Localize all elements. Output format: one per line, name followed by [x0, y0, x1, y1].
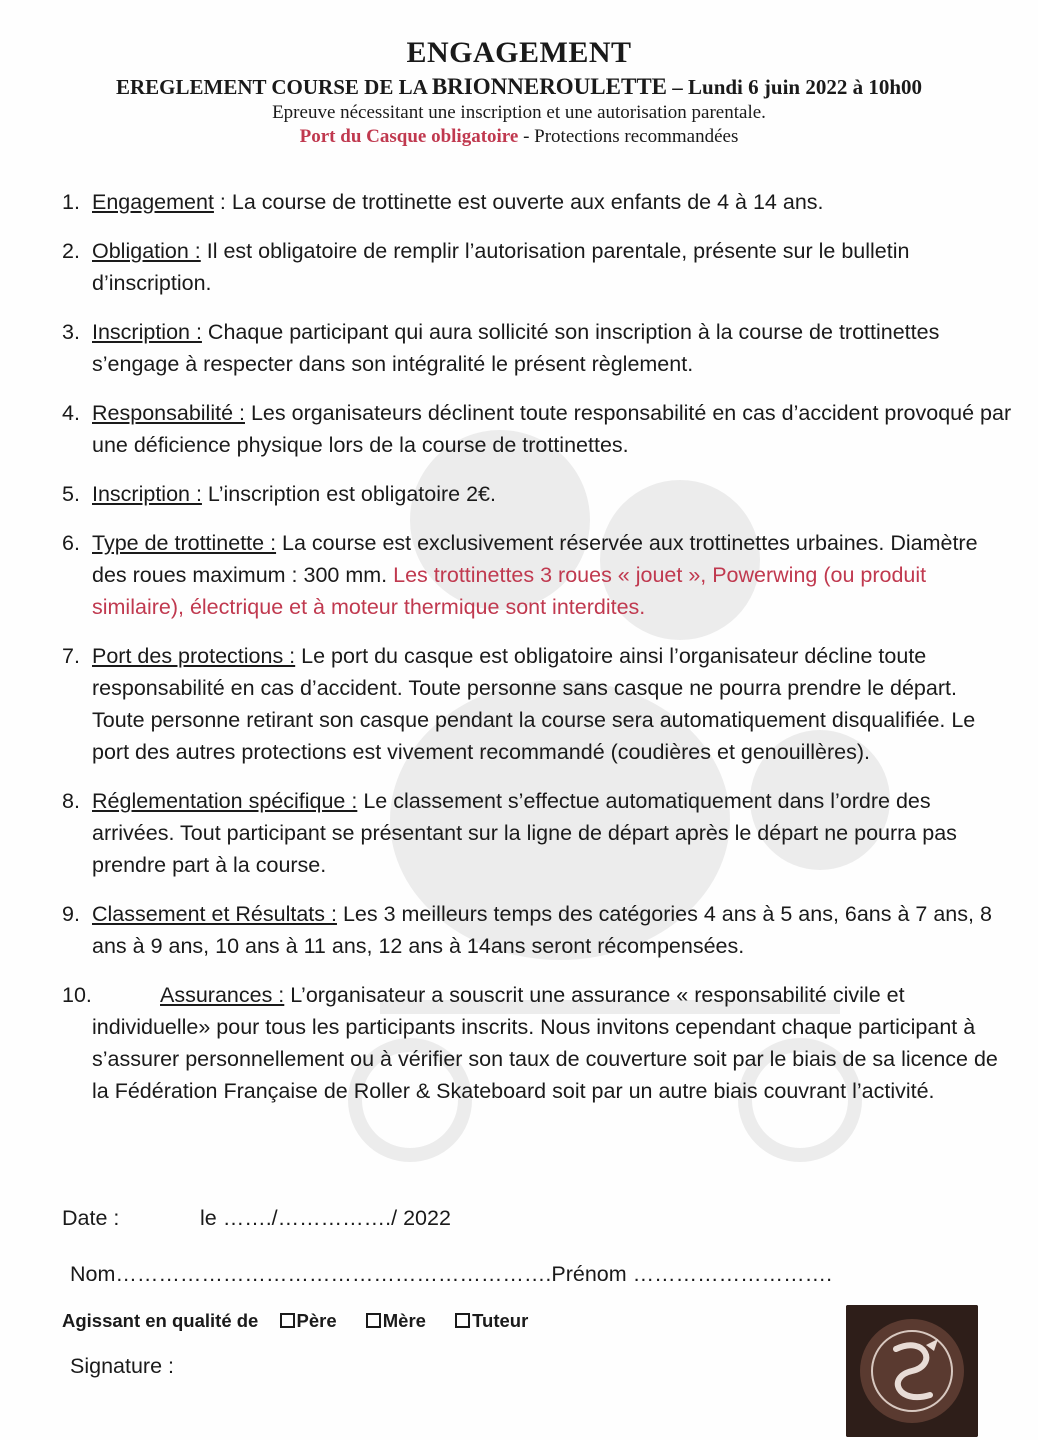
rule-separator: : — [213, 190, 232, 214]
subtitle-prefix: EREGLEMENT COURSE DE LA — [115, 75, 427, 99]
rule-term: Inscription : — [92, 320, 202, 344]
rule-term: Classement et Résultats : — [92, 902, 337, 926]
option-label: Mère — [382, 1310, 426, 1331]
name-row — [70, 1262, 832, 1287]
rule-item — [62, 979, 1012, 1107]
rule-text: La course de trottinette est ouverte aux enfants de 4 à 14 ans. — [231, 190, 824, 214]
rule-number: 1. — [62, 190, 80, 214]
rule-number: 7. — [62, 644, 80, 668]
dragon-emblem-logo — [846, 1305, 978, 1437]
option-label: Tuteur — [472, 1310, 529, 1331]
rule-number: 4. — [62, 401, 80, 425]
date-field[interactable]: le ……./……………./ 2022 — [200, 1206, 451, 1230]
rule-text: La course est exclusivement réservée aux trottinettes urbaines. Diamètre des roues maximum : 300 mm. — [92, 531, 978, 587]
rule-text: L’organisateur a souscrit une assurance « responsabilité civile et individuelle» pour tous les participants inscrits. Nous invitons cependant chaque participant à s’assurer personnellement ou à vérifier son taux de couverture soit par le biais de sa licence de la Fédération Française de Roller & Skateboard soit par un autre biais couvrant l’activité. — [92, 983, 998, 1103]
signature-row — [70, 1354, 174, 1379]
rule-term: Responsabilité : — [92, 401, 245, 425]
rule-item — [62, 898, 1012, 962]
rule-term: Réglementation spécifique : — [92, 789, 358, 813]
rule-number: 10. — [62, 983, 92, 1007]
qualite-row — [62, 1310, 528, 1332]
rule-term: Type de trottinette : — [92, 531, 277, 555]
protections-text: - Protections recommandées — [518, 126, 739, 147]
option-label: Père — [296, 1310, 337, 1331]
signature-label: Signature : — [70, 1354, 174, 1378]
option-mere[interactable] — [366, 1310, 426, 1331]
rule-number: 3. — [62, 320, 80, 344]
rule-text: Il est obligatoire de remplir l’autorisation parentale, présente sur le bulletin d’inscription. — [92, 239, 910, 295]
option-pere[interactable] — [280, 1310, 337, 1331]
rule-text: Le classement s’effectue automatiquement dans l’ordre des arrivées. Tout participant se présentant sur la ligne de départ après le départ ne pourra pas prendre part à la course. — [92, 789, 957, 877]
rule-item — [62, 640, 1012, 768]
qualite-label: Agissant en qualité de — [62, 1310, 259, 1331]
rule-text: Chaque participant qui aura sollicité son inscription à la course de trottinettes s’engage à respecter dans son intégralité le présent règlement. — [92, 320, 940, 376]
rule-item — [62, 527, 1012, 623]
rule-term: Obligation : — [92, 239, 201, 263]
rule-item — [62, 478, 1012, 510]
rule-text: L’inscription est obligatoire 2€. — [207, 482, 496, 506]
rule-text: Les organisateurs déclinent toute responsabilité en cas d’accident provoqué par une déficience physique lors de la course de trottinettes. — [92, 401, 1012, 457]
document-header — [0, 36, 1038, 148]
document-title: ENGAGEMENT — [406, 36, 632, 69]
rule-warning-text: Les trottinettes 3 roues « jouet », Powerwing (ou produit similaire), électrique et à moteur thermique sont interdites. — [92, 563, 927, 619]
name-field[interactable]: Nom…………………………………………………….Prénom ………………………. — [70, 1262, 833, 1286]
rule-term: Inscription : — [92, 482, 202, 506]
rule-item — [62, 235, 1012, 299]
rule-text: Les 3 meilleurs temps des catégories 4 ans à 5 ans, 6ans à 7 ans, 8 ans à 9 ans, 10 ans à 11 ans, 12 ans à 14ans seront récompensées. — [92, 902, 992, 958]
event-date: – Lundi 6 juin 2022 à 10h00 — [672, 75, 923, 99]
rules-list — [62, 186, 1012, 1124]
header-line-2 — [0, 126, 1038, 148]
date-row — [62, 1206, 451, 1231]
event-name: BRIONNEROULETTE — [431, 74, 668, 99]
rule-term: Assurances : — [160, 983, 285, 1007]
checkbox-icon — [366, 1313, 381, 1328]
rule-text: Le port du casque est obligatoire ainsi l’organisateur décline toute responsabilité en cas d’accident. Toute personne sans casque ne pourra prendre le départ. Toute personne retirant son casque pendant la course sera automatiquement disqualifiée. Le port des autres protections est vivement recommandé (coudières et genouillères). — [92, 644, 976, 764]
document-subtitle — [0, 74, 1038, 100]
option-tuteur[interactable] — [455, 1310, 528, 1331]
rule-number: 9. — [62, 902, 80, 926]
rule-item — [62, 397, 1012, 461]
rule-number: 8. — [62, 789, 80, 813]
rule-number: 5. — [62, 482, 80, 506]
header-line-1: Epreuve nécessitant une inscription et une autorisation parentale. — [272, 102, 766, 123]
rule-term: Port des protections : — [92, 644, 296, 668]
rule-item — [62, 316, 1012, 380]
rule-number: 6. — [62, 531, 80, 555]
rule-number: 2. — [62, 239, 80, 263]
checkbox-icon — [280, 1313, 295, 1328]
checkbox-icon — [455, 1313, 470, 1328]
rule-term: Engagement — [92, 190, 214, 214]
rule-item — [62, 186, 1012, 218]
date-label: Date : — [62, 1206, 120, 1230]
rule-item — [62, 785, 1012, 881]
helmet-mandatory-text: Port du Casque obligatoire — [299, 126, 519, 147]
